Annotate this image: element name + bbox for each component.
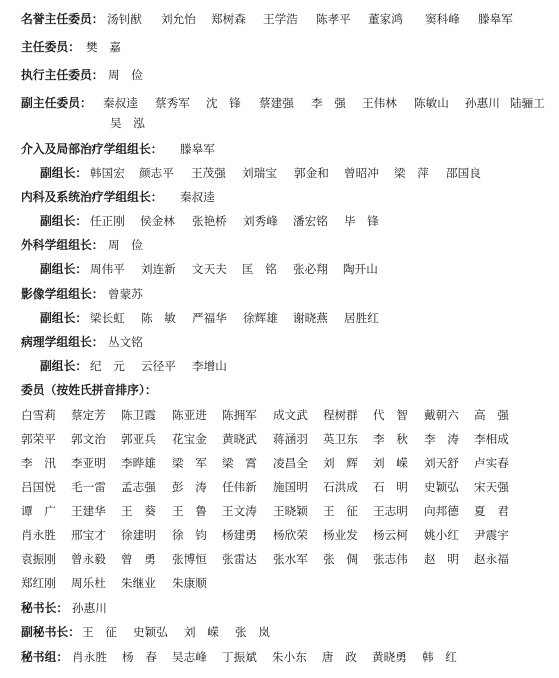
role-label: 外科学组组长： xyxy=(21,238,104,252)
member-name: 韩 红 xyxy=(422,650,457,664)
member-name: 黄晓武 xyxy=(222,432,257,446)
member-name: 滕皋军 xyxy=(478,12,513,26)
member-name: 唐 政 xyxy=(322,650,357,664)
member-name: 施国明 xyxy=(273,480,308,494)
member-name: 秦叔逵 xyxy=(103,96,138,110)
member-name: 文天夫 xyxy=(192,262,227,276)
member-name: 周伟平 xyxy=(90,262,125,276)
member-name: 郑树森 xyxy=(211,12,246,26)
member-name: 赵 明 xyxy=(424,552,459,566)
member-name: 云径平 xyxy=(141,359,176,373)
member-name: 孙惠川 xyxy=(72,601,107,615)
list-line xyxy=(0,454,559,472)
member-name: 袁振刚 xyxy=(21,552,56,566)
member-name: 曾昭冲 xyxy=(344,166,379,180)
member-name: 陈亚进 xyxy=(172,408,207,422)
member-name: 成文武 xyxy=(273,408,308,422)
member-name: 刘允怡 xyxy=(161,12,196,26)
member-name: 王建华 xyxy=(71,504,106,518)
member-name: 凌昌全 xyxy=(273,456,308,470)
role-label: 委员（按姓氏拼音排序）： xyxy=(21,383,157,397)
member-name: 王伟林 xyxy=(362,96,397,110)
member-name: 郭文治 xyxy=(71,432,106,446)
member-name: 张 岚 xyxy=(235,625,270,639)
member-name: 滕皋军 xyxy=(180,142,215,156)
member-name: 王茂强 xyxy=(191,166,226,180)
role-label: 副组长： xyxy=(40,359,88,373)
member-name: 朱小东 xyxy=(272,650,307,664)
member-name: 梁长虹 xyxy=(90,311,125,325)
member-name: 夏 君 xyxy=(474,504,509,518)
list-line xyxy=(0,212,559,230)
member-name: 陈卫霞 xyxy=(121,408,156,422)
role-label: 副秘书长： xyxy=(21,625,80,639)
role-label: 副组长： xyxy=(40,262,88,276)
member-name: 卢实春 xyxy=(474,456,509,470)
member-name: 李晔雄 xyxy=(121,456,156,470)
member-name: 刘 嵘 xyxy=(184,625,219,639)
member-name: 周 俭 xyxy=(108,68,143,82)
member-name: 任正刚 xyxy=(90,214,125,228)
member-name: 彭 涛 xyxy=(172,480,207,494)
list-line xyxy=(0,114,559,132)
member-name: 郑红刚 xyxy=(21,576,56,590)
member-name: 毕 锋 xyxy=(344,214,379,228)
member-name: 王 征 xyxy=(323,504,358,518)
member-name: 石 明 xyxy=(373,480,408,494)
member-name: 曾蒙苏 xyxy=(108,287,143,301)
member-name: 陶开山 xyxy=(343,262,378,276)
member-name: 郭亚兵 xyxy=(121,432,156,446)
list-line xyxy=(0,357,559,375)
member-name: 戴朝六 xyxy=(424,408,459,422)
member-name: 李增山 xyxy=(192,359,227,373)
list-line xyxy=(0,478,559,496)
list-line xyxy=(0,94,559,112)
list-line xyxy=(0,648,559,666)
role-label: 秘书组： xyxy=(21,650,69,664)
member-name: 王晓颖 xyxy=(273,504,308,518)
list-line xyxy=(0,260,559,278)
list-line xyxy=(0,66,559,84)
member-name: 尹震宇 xyxy=(474,528,509,542)
member-name: 王文涛 xyxy=(222,504,257,518)
member-name: 董家鸿 xyxy=(368,12,403,26)
member-name: 纪 元 xyxy=(90,359,125,373)
member-name: 匡 铭 xyxy=(242,262,277,276)
member-name: 肖永胜 xyxy=(21,528,56,542)
role-label: 内科及系统治疗学组组长： xyxy=(21,190,163,204)
member-name: 徐辉雄 xyxy=(243,311,278,325)
list-line xyxy=(0,406,559,424)
member-name: 杨建勇 xyxy=(222,528,257,542)
member-name: 蔡建强 xyxy=(259,96,294,110)
member-name: 陈敏山 xyxy=(414,96,449,110)
member-name: 张雷达 xyxy=(222,552,257,566)
member-name: 蒋涵羽 xyxy=(273,432,308,446)
member-name: 刘连新 xyxy=(141,262,176,276)
role-label: 影像学组组长： xyxy=(21,287,104,301)
member-name: 严福华 xyxy=(192,311,227,325)
member-name: 张必翔 xyxy=(293,262,328,276)
member-name: 吴志峰 xyxy=(172,650,207,664)
member-name: 秦叔逵 xyxy=(180,190,215,204)
list-line xyxy=(0,164,559,182)
member-name: 颜志平 xyxy=(139,166,174,180)
member-name: 张水军 xyxy=(273,552,308,566)
member-name: 史颖弘 xyxy=(424,480,459,494)
list-line xyxy=(0,333,559,351)
member-name: 任伟新 xyxy=(222,480,257,494)
member-name: 朱继业 xyxy=(121,576,156,590)
member-name: 居胜红 xyxy=(344,311,379,325)
member-name: 曾 勇 xyxy=(121,552,156,566)
member-name: 张志伟 xyxy=(373,552,408,566)
member-name: 郭金和 xyxy=(294,166,329,180)
role-label: 副主任委员： xyxy=(21,96,92,110)
member-name: 白雪莉 xyxy=(21,408,56,422)
member-name: 高 强 xyxy=(474,408,509,422)
member-name: 孙惠川 xyxy=(465,96,500,110)
member-name: 邵国良 xyxy=(446,166,481,180)
member-name: 吕国悦 xyxy=(21,480,56,494)
member-name: 毛一雷 xyxy=(71,480,106,494)
member-name: 杨欣荣 xyxy=(273,528,308,542)
member-name: 代 智 xyxy=(373,408,408,422)
member-name: 汤钊猷 xyxy=(107,12,142,26)
member-name: 李亚明 xyxy=(71,456,106,470)
member-name: 石洪成 xyxy=(323,480,358,494)
role-label: 病理学组组长： xyxy=(21,335,104,349)
member-name: 史颖弘 xyxy=(133,625,168,639)
role-label: 秘书长： xyxy=(21,601,69,615)
member-name: 吴 泓 xyxy=(110,116,145,130)
list-line xyxy=(0,623,559,641)
member-name: 刘天舒 xyxy=(424,456,459,470)
member-name: 徐建明 xyxy=(121,528,156,542)
member-name: 陈孝平 xyxy=(316,12,351,26)
list-line xyxy=(0,574,559,592)
member-name: 曾永毅 xyxy=(71,552,106,566)
member-name: 张 倜 xyxy=(323,552,358,566)
list-line xyxy=(0,599,559,617)
role-label: 介入及局部治疗学组组长： xyxy=(21,142,163,156)
member-name: 丁振斌 xyxy=(222,650,257,664)
member-name: 谭 广 xyxy=(21,504,56,518)
member-name: 梁 萍 xyxy=(394,166,429,180)
role-label: 副组长： xyxy=(40,214,88,228)
role-label: 副组长： xyxy=(40,311,88,325)
member-name: 刘 嵘 xyxy=(373,456,408,470)
member-name: 梁 霄 xyxy=(222,456,257,470)
member-name: 窦科峰 xyxy=(425,12,460,26)
member-name: 姚小红 xyxy=(424,528,459,542)
list-line xyxy=(0,381,559,399)
role-label: 名誉主任委员： xyxy=(21,12,104,26)
list-line xyxy=(0,38,559,56)
member-name: 杨 春 xyxy=(122,650,157,664)
member-name: 邢宝才 xyxy=(71,528,106,542)
member-name: 周 俭 xyxy=(108,238,143,252)
member-name: 朱康顺 xyxy=(172,576,207,590)
list-line xyxy=(0,502,559,520)
member-name: 张博恒 xyxy=(172,552,207,566)
member-name: 梁 军 xyxy=(172,456,207,470)
member-name: 刘秀峰 xyxy=(243,214,278,228)
role-label: 副组长： xyxy=(40,166,88,180)
member-name: 英卫东 xyxy=(323,432,358,446)
member-name: 向邦德 xyxy=(424,504,459,518)
list-line xyxy=(0,285,559,303)
member-name: 赵永福 xyxy=(474,552,509,566)
role-label: 执行主任委员： xyxy=(21,68,104,82)
list-line xyxy=(0,526,559,544)
member-name: 潘宏铭 xyxy=(293,214,328,228)
member-name: 李 汛 xyxy=(21,456,56,470)
member-name: 王 征 xyxy=(82,625,117,639)
member-name: 宋天强 xyxy=(474,480,509,494)
member-name: 张艳桥 xyxy=(192,214,227,228)
member-name: 樊 嘉 xyxy=(86,40,121,54)
list-line xyxy=(0,550,559,568)
member-name: 黄晓勇 xyxy=(372,650,407,664)
member-name: 李相成 xyxy=(474,432,509,446)
role-label: 主任委员： xyxy=(21,40,80,54)
list-line xyxy=(0,309,559,327)
member-name: 蔡定芳 xyxy=(71,408,106,422)
member-name: 徐 钧 xyxy=(172,528,207,542)
member-name: 沈 锋 xyxy=(206,96,241,110)
list-line xyxy=(0,188,559,206)
member-name: 王 葵 xyxy=(121,504,156,518)
member-name: 侯金林 xyxy=(140,214,175,228)
member-name: 周乐杜 xyxy=(71,576,106,590)
member-name: 孟志强 xyxy=(121,480,156,494)
member-name: 花宝金 xyxy=(172,432,207,446)
member-name: 郭荣平 xyxy=(21,432,56,446)
member-name: 刘瑞宝 xyxy=(242,166,277,180)
member-name: 杨业发 xyxy=(323,528,358,542)
member-name: 王志明 xyxy=(373,504,408,518)
member-name: 谢晓燕 xyxy=(293,311,328,325)
member-name: 李 涛 xyxy=(424,432,459,446)
member-name: 李 秋 xyxy=(373,432,408,446)
member-name: 刘 辉 xyxy=(323,456,358,470)
member-name: 王 鲁 xyxy=(172,504,207,518)
member-name: 李 强 xyxy=(311,96,346,110)
member-name: 肖永胜 xyxy=(72,650,107,664)
member-name: 蔡秀军 xyxy=(155,96,190,110)
member-name: 丛文铭 xyxy=(108,335,143,349)
member-name: 王学浩 xyxy=(263,12,298,26)
member-name: 程树群 xyxy=(323,408,358,422)
member-name: 陆骊工 xyxy=(510,96,545,110)
list-line xyxy=(0,10,559,28)
list-line xyxy=(0,430,559,448)
member-name: 陈拥军 xyxy=(222,408,257,422)
list-line xyxy=(0,236,559,254)
member-name: 韩国宏 xyxy=(90,166,125,180)
member-name: 陈 敏 xyxy=(141,311,176,325)
member-name: 杨云柯 xyxy=(373,528,408,542)
list-line xyxy=(0,140,559,158)
